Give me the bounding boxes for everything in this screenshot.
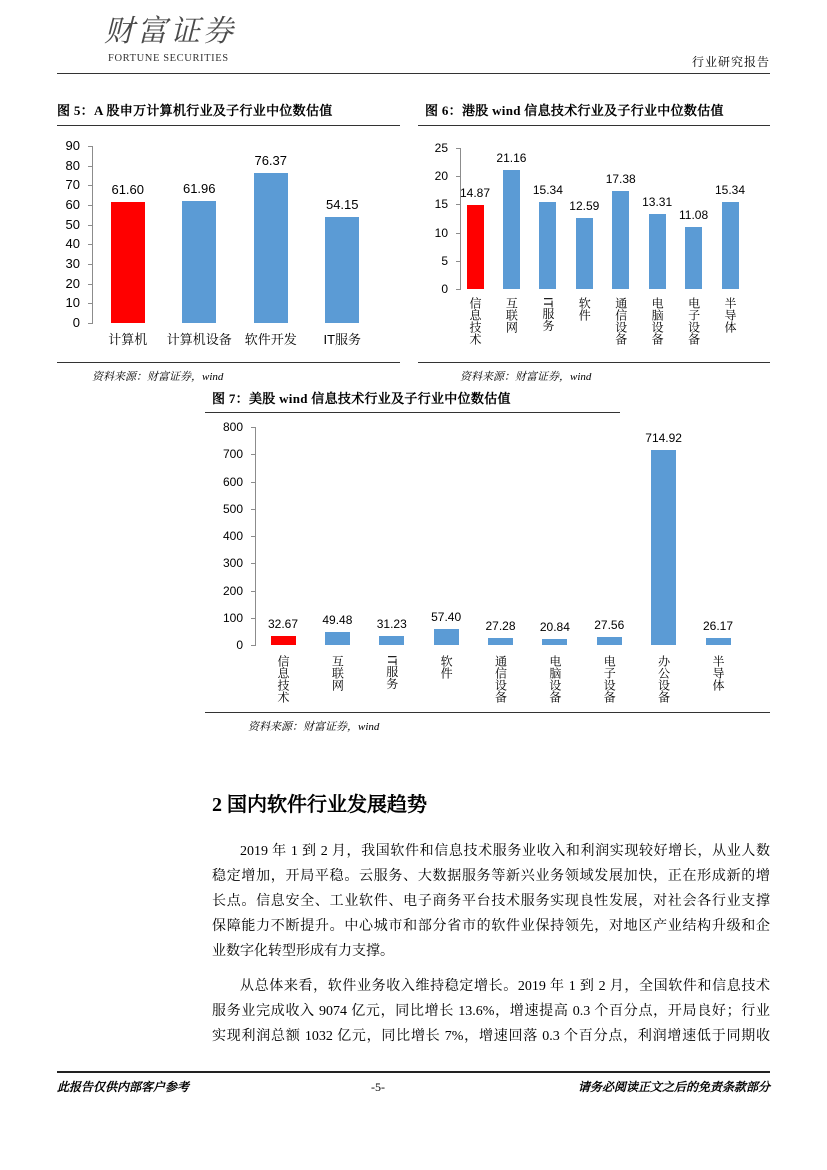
fig7-value-label-2: 31.23 [376, 617, 407, 632]
fig7-y-tick-400 [251, 536, 255, 537]
fig7-bar-1 [325, 632, 350, 645]
fig7-value-label-7: 714.92 [645, 431, 682, 446]
figure-5-bottom-rule [57, 362, 400, 363]
figure-6-caption: 图 6：港股 wind 信息技术行业及子行业中位数估值 [425, 103, 724, 118]
fig7-y-tick-500 [251, 509, 255, 510]
fig7-y-tick-0 [251, 645, 255, 646]
paragraph-line: 从总体来看，软件业务收入维持稳定增长。2019 年 1 到 2 月，全国软件和信息技术 [240, 979, 770, 994]
paragraph-line: 2019 年 1 到 2 月，我国软件和信息技术服务业收入和利润实现较好增长，从业人数 [240, 844, 770, 859]
fig7-y-tick-800 [251, 427, 255, 428]
logo-subtitle: FORTUNE SECURITIES [108, 53, 229, 64]
fig5-y-tick-30 [88, 264, 92, 265]
fig5-y-tick-70 [88, 185, 92, 186]
fig6-value-label-5: 13.31 [642, 194, 673, 209]
fig6-bar-2 [539, 202, 556, 289]
fig6-y-axis [460, 148, 461, 290]
fig6-value-label-0: 14.87 [459, 186, 491, 201]
fig7-value-label-3: 57.40 [431, 610, 462, 625]
fig7-category-label-0: 信息技术 [276, 655, 290, 703]
fig7-y-tick-600 [251, 482, 255, 483]
fig5-y-tick-20 [88, 284, 92, 285]
fig6-category-label-7: 半导体 [723, 297, 737, 333]
fig5-y-tick-label-60: 60 [65, 197, 80, 212]
fig5-y-tick-label-50: 50 [65, 217, 80, 232]
footer-disclaimer-left: 此报告仅供内部客户参考 [57, 1080, 190, 1094]
fig7-y-tick-label-800: 800 [222, 420, 243, 434]
fig7-bar-0 [271, 636, 296, 645]
fig5-y-tick-10 [88, 303, 92, 304]
fig6-y-tick-label-15: 15 [434, 197, 448, 211]
fig5-y-tick-50 [88, 225, 92, 226]
paragraph-line: 保障能力不断提升。中心城市和部分省市的软件业保持领先，对地区产业结构升级和企 [212, 919, 770, 934]
fig5-bar-0 [111, 202, 145, 323]
fig6-y-tick-10 [456, 233, 460, 234]
fig6-category-label-2: IT服务 [540, 297, 555, 332]
fig6-y-tick-20 [456, 176, 460, 177]
fig7-value-label-0: 32.67 [267, 617, 299, 632]
fig7-bar-8 [706, 638, 731, 645]
fig6-bar-4 [612, 191, 629, 289]
figure-6-caption-rule [418, 125, 770, 126]
figure-6-source: 资料来源：财富证券，wind [460, 371, 592, 383]
logo-text: 财富证券 [104, 14, 236, 49]
fig5-y-tick-label-40: 40 [65, 236, 80, 251]
fig5-value-label-2: 76.37 [254, 152, 288, 168]
fig7-y-tick-700 [251, 454, 255, 455]
paragraph-1 [212, 839, 770, 964]
fig5-y-axis [92, 146, 93, 324]
fig7-y-tick-label-700: 700 [222, 447, 243, 461]
fig7-category-label-7: 办公设备 [656, 655, 671, 703]
fig5-category-label-1: 计算机设备 [166, 332, 232, 347]
fig5-y-tick-0 [88, 323, 92, 324]
fig5-category-label-2: 软件开发 [244, 332, 297, 347]
fig6-y-tick-label-20: 20 [434, 169, 448, 183]
fig7-category-label-6: 电子设备 [602, 655, 617, 703]
fig7-y-tick-label-400: 400 [222, 529, 243, 543]
fig5-y-tick-40 [88, 244, 92, 245]
fig5-y-tick-label-30: 30 [65, 256, 80, 271]
fig7-value-label-1: 49.48 [322, 612, 353, 627]
fig5-y-tick-label-10: 10 [65, 295, 80, 310]
footer-disclaimer-right: 请务必阅读正文之后的免责条款部分 [577, 1080, 770, 1094]
paragraph-line: 稳定增加，开局平稳。云服务、大数据服务等新兴业务领域发展加快，正在形成新的增 [212, 869, 770, 884]
fig6-bar-5 [649, 214, 666, 289]
fig7-y-tick-300 [251, 563, 255, 564]
figure-7-source: 资料来源：财富证券，wind [248, 721, 380, 733]
figure-6-bottom-rule [418, 362, 770, 363]
fig6-y-tick-25 [456, 148, 460, 149]
fig5-y-tick-label-90: 90 [65, 138, 80, 153]
fig6-value-label-1: 21.16 [496, 150, 527, 165]
fig6-value-label-3: 12.59 [569, 198, 600, 213]
fig5-y-tick-label-70: 70 [65, 177, 80, 192]
fig7-bar-6 [597, 637, 622, 645]
fig5-value-label-3: 54.15 [325, 196, 359, 212]
report-type-label: 行业研究报告 [691, 55, 770, 69]
paragraph-line: 长点。信息安全、工业软件、电子商务平台技术服务实现良性发展，对社会各行业支撑 [212, 894, 770, 909]
page-number: -5- [371, 1080, 385, 1094]
fig5-y-tick-label-80: 80 [65, 158, 80, 173]
fig6-bar-3 [576, 218, 593, 289]
fig7-y-tick-label-600: 600 [222, 475, 243, 489]
fig6-category-label-3: 软件 [577, 297, 592, 321]
fig7-bar-2 [379, 636, 404, 645]
fig5-category-label-0: 计算机 [108, 332, 148, 347]
fig6-category-label-6: 电子设备 [686, 297, 701, 345]
fig6-y-tick-label-25: 25 [434, 141, 448, 155]
fig5-bar-3 [325, 217, 359, 323]
fig7-category-label-4: 通信设备 [493, 655, 508, 703]
fig7-value-label-5: 20.84 [539, 620, 570, 635]
fig6-bar-6 [685, 227, 702, 289]
fig7-y-tick-200 [251, 591, 255, 592]
fig5-y-tick-60 [88, 205, 92, 206]
fig7-y-tick-label-100: 100 [222, 611, 243, 625]
figure-7-chart [205, 415, 750, 707]
fig5-bar-2 [254, 173, 288, 323]
paragraph-2 [212, 974, 770, 1049]
fig6-y-tick-label-10: 10 [434, 226, 448, 240]
fig6-category-label-0: 信息技术 [468, 297, 482, 345]
fig6-value-label-2: 15.34 [532, 183, 563, 198]
fig6-y-tick-label-0: 0 [441, 282, 448, 296]
fig6-value-label-7: 15.34 [714, 183, 746, 198]
fig6-bar-0 [467, 205, 484, 289]
fig5-y-tick-label-20: 20 [65, 276, 80, 291]
figure-5-source: 资料来源：财富证券，wind [92, 371, 224, 383]
fig7-category-label-1: 互联网 [330, 655, 345, 691]
figure-7-caption-rule [205, 412, 620, 413]
fig7-bar-4 [488, 638, 513, 645]
fig7-y-tick-label-200: 200 [222, 584, 243, 598]
fig6-bar-7 [722, 202, 739, 289]
fig7-value-label-6: 27.56 [594, 618, 625, 633]
fig7-category-label-2: IT服务 [384, 655, 399, 690]
fig7-category-label-3: 软件 [439, 655, 454, 679]
fig7-bar-5 [542, 639, 567, 645]
fig6-category-label-4: 通信设备 [613, 297, 628, 345]
fig7-category-label-5: 电脑设备 [547, 655, 562, 703]
fig7-value-label-4: 27.28 [485, 618, 516, 633]
fig6-y-tick-label-5: 5 [441, 254, 448, 268]
fig6-value-label-6: 11.08 [679, 207, 709, 222]
fig6-category-label-1: 互联网 [504, 297, 519, 333]
fig6-category-label-5: 电脑设备 [650, 297, 665, 345]
paragraph-line: 实现利润总额 1032 亿元，同比增长 7%，增速回落 0.3 个百分点，利润增速低于同期收 [212, 1029, 770, 1044]
fig7-y-tick-label-500: 500 [222, 502, 243, 516]
figure-5-caption: 图 5：A 股申万计算机行业及子行业中位数估值 [57, 103, 333, 118]
section-heading: 2 国内软件行业发展趋势 [212, 794, 427, 816]
fig5-value-label-1: 61.96 [182, 181, 216, 197]
fig5-category-label-3: IT服务 [323, 332, 362, 347]
fig6-y-tick-0 [456, 289, 460, 290]
figure-5-chart [57, 130, 400, 355]
fig5-y-tick-90 [88, 146, 92, 147]
fig6-y-tick-15 [456, 204, 460, 205]
figure-6-chart [418, 130, 770, 355]
fig5-y-tick-label-0: 0 [72, 315, 80, 330]
fig5-y-tick-80 [88, 166, 92, 167]
fig7-category-label-8: 半导体 [711, 655, 725, 691]
fig7-bar-7 [651, 450, 676, 645]
fig7-bar-3 [434, 629, 459, 645]
fig7-y-tick-label-0: 0 [236, 638, 243, 652]
header-divider [57, 73, 770, 74]
fig7-value-label-8: 26.17 [702, 618, 734, 633]
fig6-value-label-4: 17.38 [605, 171, 636, 186]
fig7-y-tick-label-300: 300 [222, 556, 243, 570]
paragraph-line: 服务业完成收入 9074 亿元，同比增长 13.6%，增速提高 0.3 个百分点，开局良好；行业 [212, 1004, 770, 1019]
paragraph-line: 业数字化转型形成有力支撑。 [212, 944, 394, 959]
fig5-value-label-0: 61.60 [111, 181, 145, 197]
fig5-bar-1 [182, 201, 216, 323]
fig6-bar-1 [503, 170, 520, 289]
figure-5-caption-rule [57, 125, 400, 126]
figure-7-bottom-rule [205, 712, 770, 713]
fig6-y-tick-5 [456, 261, 460, 262]
fig7-y-tick-100 [251, 618, 255, 619]
footer-divider [57, 1071, 770, 1073]
fig7-y-axis [255, 427, 256, 646]
figure-7-caption: 图 7：美股 wind 信息技术行业及子行业中位数估值 [212, 391, 511, 406]
